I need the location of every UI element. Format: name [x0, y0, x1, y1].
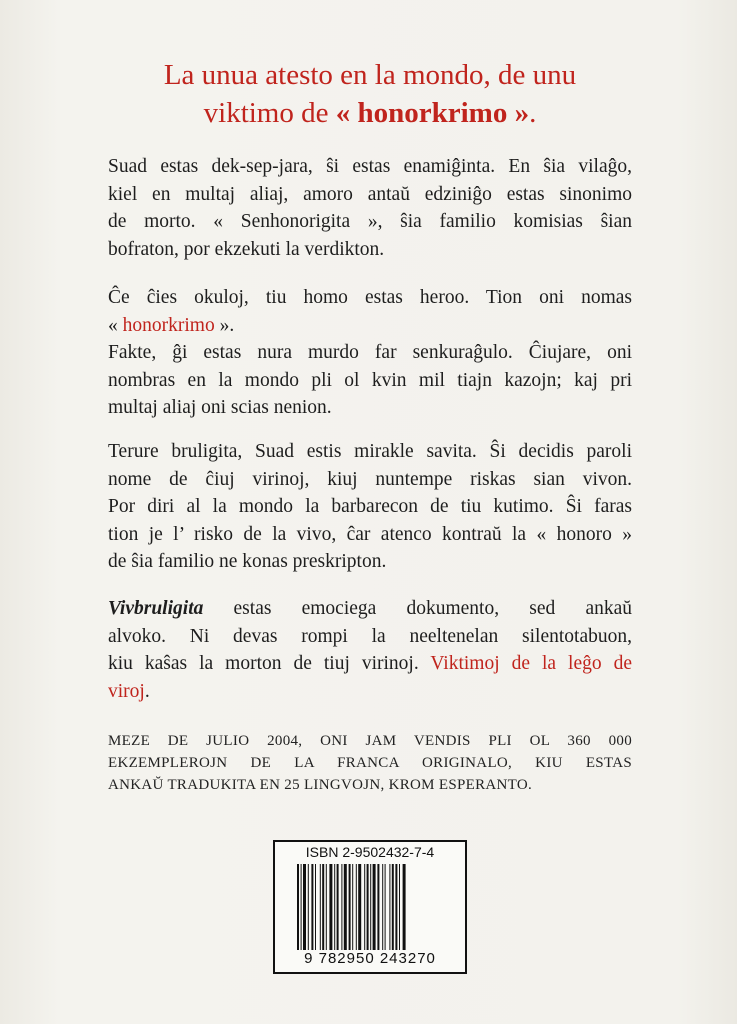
paragraph-4 — [108, 595, 632, 705]
sales-note-line: ANKAŬ TRADUKITA EN 25 LINGVOJN, KROM ESPERANTO. — [108, 777, 533, 793]
sales-note — [108, 730, 632, 796]
victims-phrase: Viktimoj de la leĝo de — [430, 653, 632, 674]
paragraph-2 — [108, 284, 632, 422]
paragraph-line: multaj aliaj oni scias nenion. — [108, 397, 332, 418]
headline-line-2: viktimo de « honorkrimo ». — [203, 97, 537, 129]
paragraph-line: nombras en la mondo pli ol kvin mil tiajn kazojn; kaj pri — [108, 369, 632, 391]
paragraph-line: nome de ĉiuj virinoj, kiuj nuntempe riskas sian vivon. — [108, 468, 632, 490]
paragraph-line: kiu kaŝas la morton de tiuj virinoj. Viktimoj de la leĝo de — [108, 653, 632, 674]
paragraph-line: Por diri al la mondo la barbarecon de tiu kutimo. Ŝi faras — [108, 496, 632, 517]
headline-honorkrimo: « honorkrimo » — [335, 97, 530, 129]
isbn-barcode — [273, 840, 467, 974]
paragraph-line: de ŝia familio ne konas preskripton. — [108, 551, 387, 572]
paragraph-line: Vivbruligita estas emociega dokumento, sed ankaŭ — [108, 598, 632, 619]
sales-note-line: EKZEMPLEROJN DE LA FRANCA ORIGINALO, KIU ESTAS — [108, 755, 632, 771]
paragraph-line: Suad estas dek-sep-jara, ŝi estas enamiĝinta. En ŝia vilaĝo, — [108, 156, 632, 177]
paragraph-3 — [108, 438, 632, 576]
paragraph-line: de morto. « Senhonorigita », ŝia familio komisias ŝian — [108, 211, 632, 232]
paragraph-line: « honorkrimo ». — [108, 314, 235, 336]
headline-line-1: La unua atesto en la mondo, de unu — [163, 59, 577, 91]
isbn-label: ISBN 2-9502432-7-4 — [305, 844, 435, 860]
paragraph-line: tion je l’ risko de la vivo, ĉar atenco kontraŭ la « honoro » — [108, 523, 632, 545]
paragraph-line: Fakte, ĝi estas nura murdo far senkuraĝulo. Ĉiujare, oni — [108, 342, 632, 363]
ean-digits: 9 782950 243270 — [304, 950, 436, 967]
paragraph-line: bofraton, por ekzekuti la verdikton. — [108, 238, 385, 260]
headline — [60, 56, 680, 132]
paragraph-line: alvoko. Ni devas rompi la neeltenelan silentotabuon, — [108, 625, 632, 647]
sales-note-line: MEZE DE JULIO 2004, ONI JAM VENDIS PLI OL 360 000 — [108, 733, 632, 749]
barcode-bars-icon — [297, 864, 443, 950]
paragraph-1 — [108, 153, 632, 263]
paragraph-line: viroj. — [108, 680, 150, 702]
honorkrimo-highlight: honorkrimo — [122, 314, 215, 336]
book-title-vivbruligita: Vivbruligita — [108, 598, 204, 619]
paragraph-line: kiel en multaj aliaj, amoro antaŭ edziniĝo estas sinonimo — [108, 183, 632, 205]
paragraph-line: Ĉe ĉies okuloj, tiu homo estas heroo. Tion oni nomas — [108, 287, 632, 308]
paragraph-line: Terure bruligita, Suad estis mirakle savita. Ŝi decidis paroli — [108, 441, 632, 462]
